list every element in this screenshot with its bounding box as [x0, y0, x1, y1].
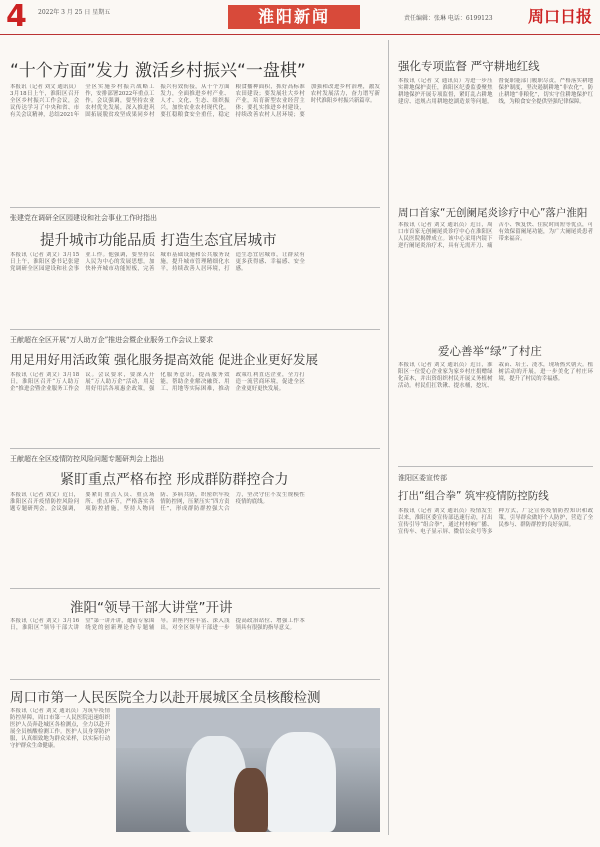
optimize-pre-headline: 王献超在全区开展“万人助万企”推进会暨企业服务工作会议上要求 [10, 336, 214, 344]
editors-line: 责任编辑：张琳 电话：6199123 [404, 15, 493, 22]
photo-child-figure [234, 768, 268, 832]
section-rule [10, 679, 380, 680]
photo-building [116, 708, 380, 748]
clinic-body: 本报讯（记者 刘文 通讯员）近日，周口市首家无创阑尾炎诊疗中心在淮阳区人民医院揭牌成立。该中心采用内镜下逆行阑尾炎治疗术，具有无需开刀、痛苦小、恢复快、住院时间短等优点，可有效保留阑尾功能，为广大阑尾炎患者带来福音。 [398, 222, 593, 250]
date-line: 2022年 3 月 25 日 星期五 [38, 9, 111, 16]
epidemic-body: 本报讯（记者 刘文）近日，淮阳区召开疫情防控风险问题专题研判会。会议强调，要紧盯重点人员、重点场所、重点环节，严格落实各项防控措施，坚持人物同防、多病共防，织密织牢疫情防控网，压紧压实“四方责任”，形成群防群控强大合力，坚决守住不发生规模性疫情的底线。 [10, 492, 305, 513]
masthead [0, 0, 600, 35]
section-title: 淮阳新闻 [228, 5, 360, 29]
section-rule [10, 329, 380, 330]
epidemic-headline: 紧盯重点严格布控 形成群防群控合力 [60, 472, 289, 488]
lead-headline: “十个方面”发力 激活乡村振兴“一盘棋” [10, 61, 306, 81]
love-green-headline: 爱心善举“绿”了村庄 [438, 344, 542, 358]
section-rule [398, 466, 593, 467]
epidemic-pre-headline: 王献超在全区疫情防控风险问题专题研判会上指出 [10, 455, 164, 463]
grassroots-headline: 打出“组合拳” 筑牢疫情防控防线 [398, 490, 549, 502]
optimize-body: 本报讯（记者 刘文）3月18日，淮阳区召开“万人助万企”推进会暨企业服务工作会议。会议要求，要深入开展“万人助万企”活动，用足用好用活各项惠企政策，强化服务意识，提高服务效能，帮助企业解决融资、用工、用地等实际困难，推动政策红利直达企业，全力打造一流营商环境，促进全区企业更好更快发展。 [10, 372, 305, 393]
nucleic-body: 本报讯（记者 刘文 通讯员）为筑牢疫情防控屏障，周口市第一人民医院迅速组织医护人员奔赴城区各检测点，全力以赴开展全员核酸检测工作。医护人员身穿防护服，认真细致地为群众采样，以实际行动守护群众生命健康。 [10, 708, 110, 750]
nucleic-test-photo [116, 708, 380, 832]
section-rule [10, 588, 380, 589]
lead-body: 本报讯（记者 刘文 通讯员）3月18日上午，淮阳区召开全区乡村振兴工作会议，会议传达学习了中央和省、市有关会议精神，总结2021年全区实施乡村振兴战略工作，安排部署2022年重点工作。会议强调，要坚持农业农村优先发展，深入推进巩固拓展脱贫攻坚成果同乡村振兴有效衔接，从十个方面发力，全面推进乡村产业、人才、文化、生态、组织振兴，加快农业农村现代化。要扛稳粮食安全重任，稳定粮食播种面积，抓好高标准农田建设；要发展壮大乡村产业，培育新型农业经营主体；要扎实推进乡村建设，持续改善农村人居环境；要加强和改进乡村治理，激发农村发展活力，奋力谱写新时代淮阳乡村振兴新篇章。 [10, 84, 380, 119]
grassroots-body: 本报讯（记者 刘文 通讯员）疫情发生以来，淮阳区委宣传部迅速行动，打出宣传引导“组合拳”，通过村村响广播、宣传车、电子显示屏、微信公众号等多种方式，广泛宣传疫情防控知识和政策，引导群众做好个人防护，营造了全民参与、群防群控的良好氛围。 [398, 508, 593, 536]
page-number: 4 [6, 0, 27, 34]
city-body: 本报讯（记者 刘文）3月15日上午，淮阳区委书记张建党调研全区园建设和社会事业工作。他强调，要坚持以人民为中心的发展思想，加快补齐城市功能短板，完善城市基础设施和公共服务设施，提升城市管理精细化水平，持续改善人居环境，打造生态宜居城市，让群众有更多获得感、幸福感、安全感。 [10, 252, 305, 273]
column-divider [388, 40, 389, 835]
clinic-headline: 周口首家“无创阑尾炎诊疗中心”落户淮阳 [398, 207, 588, 219]
wetlands-headline: 强化专项监督 严守耕地红线 [398, 59, 540, 73]
photo-medic-figure [266, 732, 336, 832]
city-pre-headline: 张建党在调研全区园建设和社会事业工作时指出 [10, 214, 157, 222]
love-green-body: 本报讯（记者 刘文 通讯员）近日，淮阳区一位爱心企业家为家乡村庄捐赠绿化苗木，并出资组织村民开展义务植树活动。村民们扛铁锹、提水桶，挖坑、栽苗、培土、浇水，现场热火朝天。植树活动的开展，进一步美化了村庄环境，提升了村民的幸福感。 [398, 362, 593, 390]
city-headline: 提升城市功能品质 打造生态宜居城市 [40, 233, 277, 249]
nucleic-headline: 周口市第一人民医院全力以赴开展城区全员核酸检测 [10, 690, 321, 706]
lecture-headline: 淮阳“领导干部大讲堂”开讲 [70, 600, 233, 616]
newspaper-brand: 周口日报 [527, 7, 592, 26]
wetlands-body: 本报讯（记者 文 通讯员）为进一步压实耕地保护责任，淮阳区纪委监委聚焦耕地保护开展专项监督，紧盯乱占耕地建房、违规占用耕地挖湖造景等问题，督促职能部门履职尽责，严格落实耕地保护制度，坚决遏制耕地“非农化”，防止耕地“非粮化”，切实守住耕地保护红线，为粮食安全提供坚强纪律保障。 [398, 78, 593, 106]
optimize-headline: 用足用好用活政策 强化服务提高效能 促进企业更好发展 [10, 352, 318, 367]
section-rule [10, 207, 380, 208]
grassroots-pre-headline: 淮阳区委宣传部 [398, 474, 447, 482]
section-rule [10, 448, 380, 449]
lecture-body: 本报讯（记者 刘文）3月16日，淮阳区“领导干部大讲堂”第一讲开讲，邀请专家围绕党的创新理论作专题辅导。讲座内容丰富、深入浅出，对全区领导干部进一步提高政治站位、增强工作本领具有很强的指导意义。 [10, 618, 305, 632]
